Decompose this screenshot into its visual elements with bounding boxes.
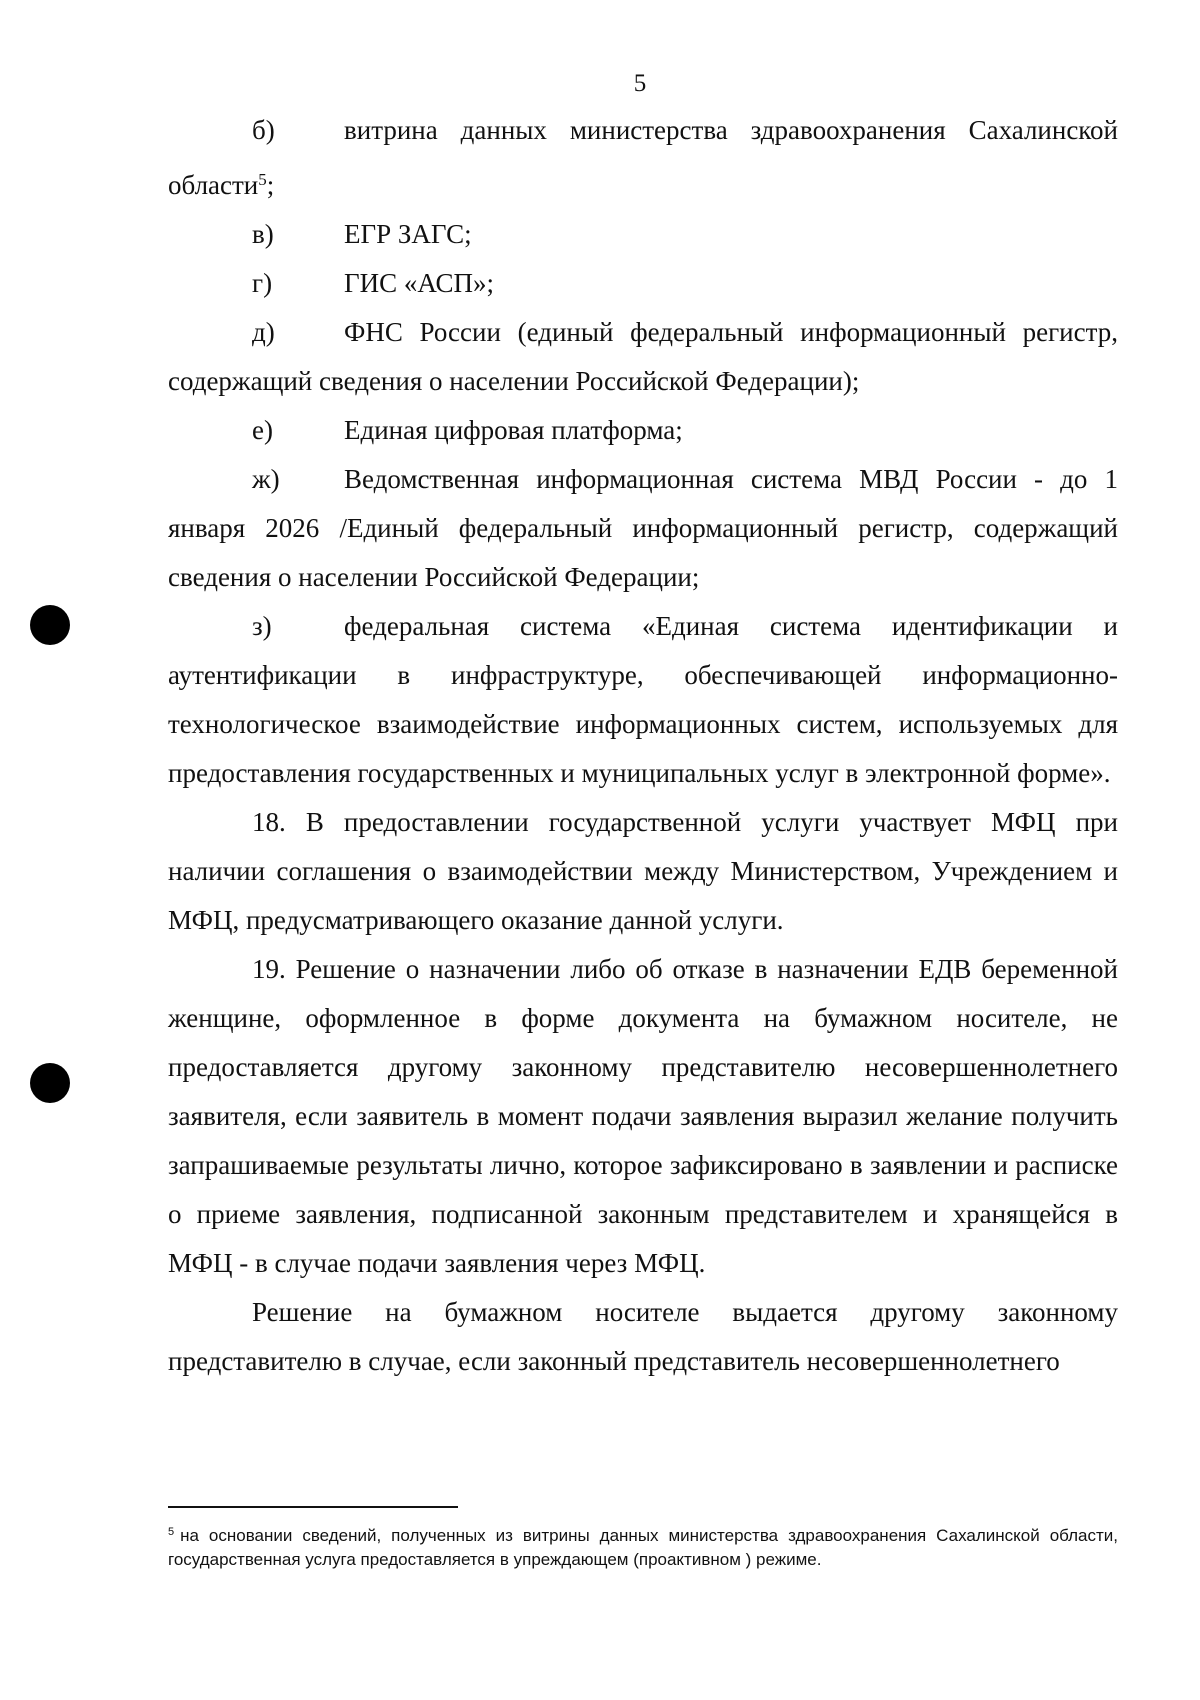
- list-item-z: [168, 602, 1118, 798]
- list-item-b: [168, 106, 1118, 210]
- page-number: 5: [633, 70, 647, 97]
- list-item-text: ГИС «АСП»;: [344, 268, 495, 298]
- list-marker: б): [252, 115, 275, 145]
- punch-hole-top: [30, 605, 70, 645]
- list-marker: ж): [252, 464, 280, 494]
- list-marker: е): [252, 415, 273, 445]
- paragraph-decision-paper: Решение на бумажном носителе выдается другому законному представителю в случае, если законный представитель несовершеннолетнего: [168, 1297, 1118, 1376]
- list-item-tail: ;: [266, 170, 275, 200]
- footnote-text: на основании сведений, полученных из витрины данных министерства здравоохранения Сахалинской области, государственная услуга предоставляется в упреждающем (проактивном ) режиме.: [168, 1526, 1118, 1569]
- paragraph-18: 18. В предоставлении государственной услуги участвует МФЦ при наличии соглашения о взаимодействии между Министерством, Учреждением и МФЦ, предусматривающего оказание данной услуги.: [168, 807, 1118, 935]
- list-marker: з): [252, 611, 272, 641]
- list-marker: г): [252, 268, 273, 298]
- list-item-text: ЕГР ЗАГС;: [344, 219, 472, 249]
- list-marker: в): [252, 219, 274, 249]
- footnote-ref: 5: [258, 170, 267, 189]
- list-item-text: ФНС России (единый федеральный информационный регистр, содержащий сведения о населении Российской Федерации);: [168, 317, 1118, 396]
- list-marker: д): [252, 317, 275, 347]
- footnote: [168, 1520, 1118, 1572]
- list-item-v: [168, 210, 1118, 259]
- list-item-e: [168, 406, 1118, 455]
- footnote-marker: 5: [168, 1526, 175, 1538]
- list-item-zh: [168, 455, 1118, 602]
- list-item-text: федеральная система «Единая система идентификации и аутентификации в инфраструктуре, обеспечивающей информационно-технологическое взаимодействие информационных систем, используемых для предоставления государственных и муниципальных услуг в электронной форме».: [168, 611, 1118, 788]
- footnote-separator: [168, 1506, 458, 1508]
- punch-hole-bottom: [30, 1063, 70, 1103]
- list-item-text: Ведомственная информационная система МВД России - до 1 января 2026 /Единый федеральный информационный регистр, содержащий сведения о населении Российской Федерации;: [168, 464, 1118, 592]
- list-item-text: витрина данных министерства здравоохранения Сахалинской области: [168, 115, 1118, 200]
- paragraph-19: 19. Решение о назначении либо об отказе в назначении ЕДВ беременной женщине, оформленное в форме документа на бумажном носителе, не предоставляется другому законному представителю несовершеннолетнего заявителя, если заявитель в момент подачи заявления выразил желание получить запрашиваемые результаты лично, которое зафиксировано в заявлении и расписке о приеме заявления, подписанной законным представителем и хранящейся в МФЦ - в случае подачи заявления через МФЦ.: [168, 954, 1118, 1278]
- list-item-g: [168, 259, 1118, 308]
- list-item-text: Единая цифровая платформа;: [344, 415, 683, 445]
- list-item-d: [168, 308, 1118, 406]
- document-body: [168, 106, 1118, 1386]
